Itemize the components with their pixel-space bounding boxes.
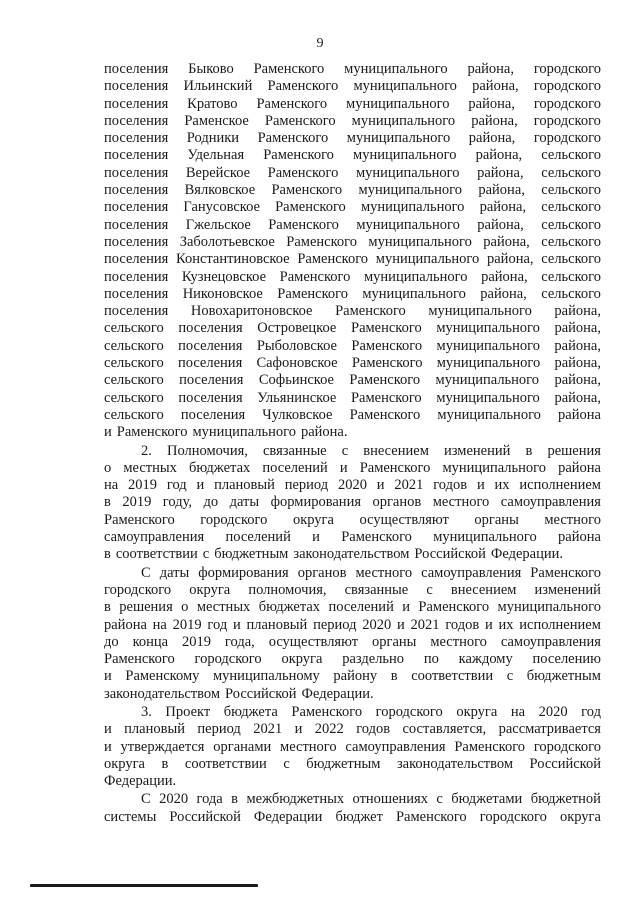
text-line: сельского поселения Чулковское Раменского муниципального района [104, 406, 601, 423]
page-number: 9 [316, 36, 324, 51]
text-line: Раменского городского округа раздельно по каждому поселению [104, 651, 601, 668]
bottom-rule [30, 884, 258, 887]
text-line: поселения Константиновское Раменского муниципального района, сельского [104, 251, 601, 268]
text-line: района на 2019 год и плановый период 2020 и 2021 годов и их исполнением [104, 616, 601, 633]
text-line: поселения Удельная Раменского муниципального района, сельского [104, 147, 601, 164]
text-line: Федерации. [104, 773, 177, 790]
text-line: поселения Родники Раменского муниципального района, городского [104, 130, 601, 147]
text-line: поселения Новохаритоновское Раменского муниципального района, [104, 303, 601, 320]
text-line: сельского поселения Софьинское Раменского муниципального района, [104, 372, 601, 389]
text-line: о местных бюджетах поселений и Раменского муниципального района [104, 459, 601, 476]
text-line: округа в соответствии с бюджетным законодательством Российской [104, 755, 601, 772]
text-line: поселения Ганусовское Раменского муниципального района, сельского [104, 199, 601, 216]
text-line: на 2019 год и плановый период 2020 и 2021 годов и их исполнением [104, 477, 601, 494]
text-line: в соответствии с бюджетным законодательством Российской Федерации. [104, 546, 563, 563]
text-line: поселения Быково Раменского муниципального района, городского [104, 61, 601, 77]
text-line: самоуправления поселений и Раменского муниципального района [104, 529, 601, 546]
text-line: сельского поселения Сафоновское Раменского муниципального района, [104, 355, 601, 372]
text-line: поселения Кратово Раменского муниципального района, городского [104, 95, 601, 112]
text-line: и Раменскому муниципальному району в соответствии с бюджетным [104, 668, 601, 685]
text-line: Раменского городского округа осуществляют органы местного [104, 511, 601, 528]
text-line: сельского поселения Рыболовское Раменского муниципального района, [104, 337, 601, 354]
text-line: до конца 2019 года, осуществляют органы местного самоуправления [104, 633, 601, 650]
text-line: и плановый период 2021 и 2022 годов составляется, рассматривается [104, 721, 601, 738]
text-line: в 2019 году, до даты формирования органов местного самоуправления [104, 494, 601, 511]
text-line: законодательством Российской Федерации. [104, 685, 374, 702]
document-body [104, 61, 601, 826]
text-line: городского округа полномочия, связанные с внесением изменений [104, 581, 601, 598]
text-line: в решения о местных бюджетах поселений и Раменского муниципального [104, 599, 601, 616]
text-line: поселения Кузнецовское Раменского муниципального района, сельского [104, 268, 601, 285]
text-line: сельского поселения Ульянинское Раменского муниципального района, [104, 389, 601, 406]
text-line: поселения Никоновское Раменского муниципального района, сельского [104, 285, 601, 302]
text-line: поселения Ильинский Раменского муниципального района, городского [104, 78, 601, 95]
text-line: поселения Вялковское Раменского муниципального района, сельского [104, 182, 601, 199]
text-line: поселения Заболотьевское Раменского муниципального района, сельского [104, 233, 601, 250]
text-line: С даты формирования органов местного самоуправления Раменского [141, 564, 601, 581]
text-line: поселения Раменское Раменского муниципального района, городского [104, 112, 601, 129]
text-line: 2. Полномочия, связанные с внесением изменений в решения [141, 442, 601, 459]
text-line: системы Российской Федерации бюджет Раменского городского округа [104, 808, 601, 825]
text-line: поселения Гжельское Раменского муниципального района, сельского [104, 216, 601, 233]
text-line: поселения Верейское Раменского муниципального района, сельского [104, 164, 601, 181]
text-line: и утверждается органами местного самоуправления Раменского городского [104, 738, 601, 755]
text-line: сельского поселения Островецкое Раменского муниципального района, [104, 320, 601, 337]
text-line: 3. Проект бюджета Раменского городского округа на 2020 год [141, 703, 601, 720]
text-line: и Раменского муниципального района. [104, 424, 348, 441]
text-line: С 2020 года в межбюджетных отношениях с бюджетами бюджетной [141, 791, 601, 808]
